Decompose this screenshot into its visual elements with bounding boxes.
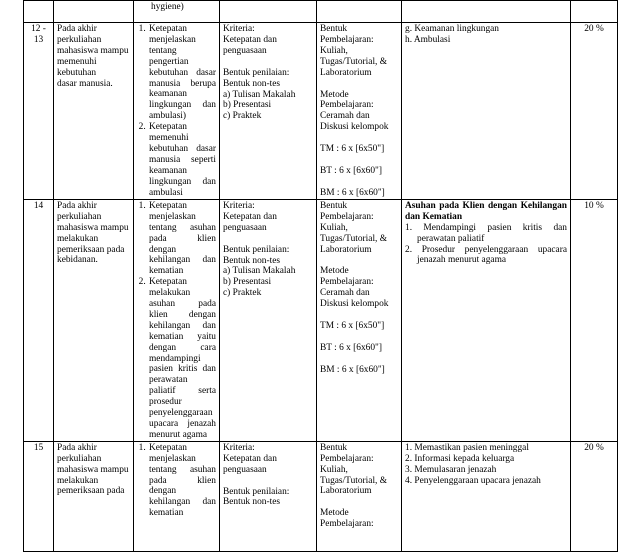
spacer — [320, 79, 398, 90]
indicator-cell — [134, 1, 220, 23]
material-cell — [402, 23, 571, 200]
indicator-item: 1. Ketepatan menjelaskan tentang pengertian kebutuhan dasar manusia berupa keamanan lingkungan dan ambulasi) — [148, 24, 216, 122]
indicator-list — [137, 24, 216, 199]
learning-outcome-line: dasar manusia. — [57, 78, 113, 89]
learning-outcome-line: memenuhi kebutuhan — [57, 56, 97, 78]
spacer — [320, 177, 398, 188]
material-item: h. Ambulasi — [405, 34, 451, 45]
indicator-cell — [134, 23, 220, 200]
criteria-line: Kriteria: — [223, 200, 255, 211]
spacer — [320, 133, 398, 144]
criteria-line: Ketepatan dan penguasaan — [223, 34, 277, 56]
table-row — [24, 1, 618, 23]
spacer — [320, 255, 398, 266]
spacer — [320, 155, 398, 166]
learning-outcome-line: Pada akhir — [57, 200, 97, 211]
spacer — [223, 476, 313, 487]
learning-outcome-line: Pada akhir — [57, 24, 97, 34]
method-line: Kuliah, Tugas/Tutorial, & Laboratorium — [320, 45, 388, 78]
meeting-number-cell — [24, 441, 54, 551]
assessment-criteria-cell — [220, 441, 317, 551]
method-line: Bentuk Pembelajaran: — [320, 24, 374, 45]
method-line: Kuliah, Tugas/Tutorial, & Laboratorium — [320, 222, 388, 255]
learning-outcome-line: kebidanan. — [57, 255, 98, 266]
indicator-continuation: hygiene) — [151, 2, 184, 12]
learning-outcome-line: melakukan — [57, 233, 99, 244]
learning-outcome-line: perkuliahan — [57, 453, 102, 464]
spacer — [223, 57, 313, 68]
learning-method-cell — [317, 1, 402, 23]
method-line: Bentuk Pembelajaran: — [320, 200, 374, 222]
table-row — [24, 199, 618, 441]
criteria-line: Kriteria: — [223, 442, 255, 453]
table-row — [24, 23, 618, 200]
meeting-number-cell — [24, 23, 54, 200]
learning-method-cell — [317, 199, 402, 441]
material-cell — [402, 441, 571, 551]
indicator-list — [137, 201, 216, 441]
criteria-line: Ketepatan dan penguasaan — [223, 453, 277, 475]
criteria-line: Bentuk penilaian: — [223, 244, 290, 255]
learning-outcome-line: perkuliahan — [57, 211, 102, 222]
method-line: Ceramah dan Diskusi kelompok — [320, 111, 389, 133]
method-line: Kuliah, Tugas/Tutorial, & Laboratorium — [320, 464, 388, 497]
criteria-line: b) Presentasi — [223, 277, 272, 288]
method-line: Bentuk Pembelajaran: — [320, 442, 374, 464]
material-item: 4. Penyelenggaraan upacara jenazah — [405, 475, 541, 486]
spacer — [320, 497, 398, 508]
method-line: BT : 6 x [6x60"] — [320, 166, 382, 177]
criteria-line: c) Praktek — [223, 111, 262, 122]
method-line: Ceramah dan Diskusi kelompok — [320, 288, 389, 310]
learning-outcome-line: mahasiswa mampu — [57, 222, 129, 233]
weight-value: 20 % — [584, 24, 604, 34]
table-row — [24, 441, 618, 551]
spacer — [320, 332, 398, 343]
learning-outcome-line: mahasiswa mampu — [57, 45, 129, 56]
criteria-line: a) Tulisan Makalah — [223, 89, 296, 100]
method-line: Metode Pembelajaran: — [320, 508, 374, 530]
learning-outcome-cell — [54, 23, 134, 200]
meeting-number-cell — [24, 199, 54, 441]
learning-outcome-line: mahasiswa mampu — [57, 464, 129, 475]
assessment-criteria-cell — [220, 23, 317, 200]
indicator-cell — [134, 199, 220, 441]
weight-cell — [571, 23, 618, 200]
material-item: 2. Prosedur penyelenggaraan upacara jenazah menurut agama — [405, 244, 567, 266]
meeting-number: 14 — [33, 200, 44, 211]
criteria-line: Kriteria: — [223, 24, 255, 34]
learning-outcome-cell — [54, 1, 134, 23]
criteria-line: Ketepatan dan penguasaan — [223, 211, 277, 233]
meeting-number-cell — [24, 1, 54, 23]
indicator-cell — [134, 441, 220, 551]
method-line: BT : 6 x [6x60"] — [320, 342, 382, 353]
learning-outcome-cell — [54, 199, 134, 441]
learning-outcome-cell — [54, 441, 134, 551]
meeting-number: 15 — [33, 442, 44, 453]
weight-value: 10 % — [584, 200, 604, 211]
indicator-item: 1. Ketepatan menjelaskan tentang asuhan pada klien dengan kehilangan dan kematian — [148, 201, 216, 277]
material-item: 1. Mendampingi pasien kritis dan perawatan paliatif — [405, 222, 567, 244]
weight-cell — [571, 441, 618, 551]
criteria-line: c) Praktek — [223, 288, 262, 299]
spacer — [320, 354, 398, 365]
assessment-criteria-cell — [220, 199, 317, 441]
learning-outcome-line: perkuliahan — [57, 34, 102, 45]
indicator-item: 2. Ketepatan memenuhi kebutuhan dasar manusia seperti keamanan lingkungan dan ambulasi — [148, 122, 216, 198]
method-line: BM : 6 x [6x60"] — [320, 364, 385, 375]
indicator-item: 2. Ketepatan melakukan asuhan pada klien dengan kehilangan dan kematian yaitu dengan cara mendampingi pasien kritis dan perawatan paliatif serta prosedur penyelenggaraan upacara jenazah menurut agama — [148, 277, 216, 441]
criteria-line: Bentuk non-tes — [223, 78, 281, 89]
learning-method-cell — [317, 441, 402, 551]
method-line: Metode Pembelajaran: — [320, 266, 374, 288]
learning-outcome-line: pemeriksaan pada — [57, 244, 125, 255]
material-cell — [402, 1, 571, 23]
weight-cell — [571, 199, 618, 441]
method-line: Metode Pembelajaran: — [320, 89, 374, 111]
method-line: BM : 6 x [6x60"] — [320, 187, 385, 198]
material-title: Asuhan pada Klien dengan Kehilangan dan Kematian — [405, 200, 567, 222]
material-item: 1. Memastikan pasien meninggal — [405, 442, 529, 453]
criteria-line: Bentuk non-tes — [223, 255, 281, 266]
criteria-line: b) Presentasi — [223, 100, 272, 111]
learning-method-cell — [317, 23, 402, 200]
method-line: TM : 6 x [6x50"] — [320, 321, 385, 332]
material-item: 2. Informasi kepada keluarga — [405, 453, 515, 464]
material-cell — [402, 199, 571, 441]
learning-outcome-line: melakukan — [57, 475, 99, 486]
criteria-line: a) Tulisan Makalah — [223, 266, 296, 277]
indicator-item: 1. Ketepatan menjelaskan tentang asuhan pada klien dengan kehilangan dan kematian — [148, 443, 216, 519]
learning-outcome-line: pemeriksaan pada — [57, 486, 125, 497]
rps-table — [23, 0, 618, 552]
material-item: g. Keamanan lingkungan — [405, 24, 499, 34]
method-line: TM : 6 x [6x50"] — [320, 144, 385, 155]
criteria-line: Bentuk penilaian: — [223, 486, 290, 497]
meeting-number: 12 - 13 — [31, 24, 46, 45]
indicator-list — [137, 443, 216, 519]
weight-cell — [571, 1, 618, 23]
weight-value: 20 % — [584, 442, 604, 453]
learning-outcome-line: Pada akhir — [57, 442, 97, 453]
criteria-line: Bentuk non-tes — [223, 497, 281, 508]
criteria-line: Bentuk penilaian: — [223, 67, 290, 78]
spacer — [320, 310, 398, 321]
spacer — [223, 234, 313, 245]
material-item: 3. Memulasaran jenazah — [405, 464, 497, 475]
assessment-criteria-cell — [220, 1, 317, 23]
